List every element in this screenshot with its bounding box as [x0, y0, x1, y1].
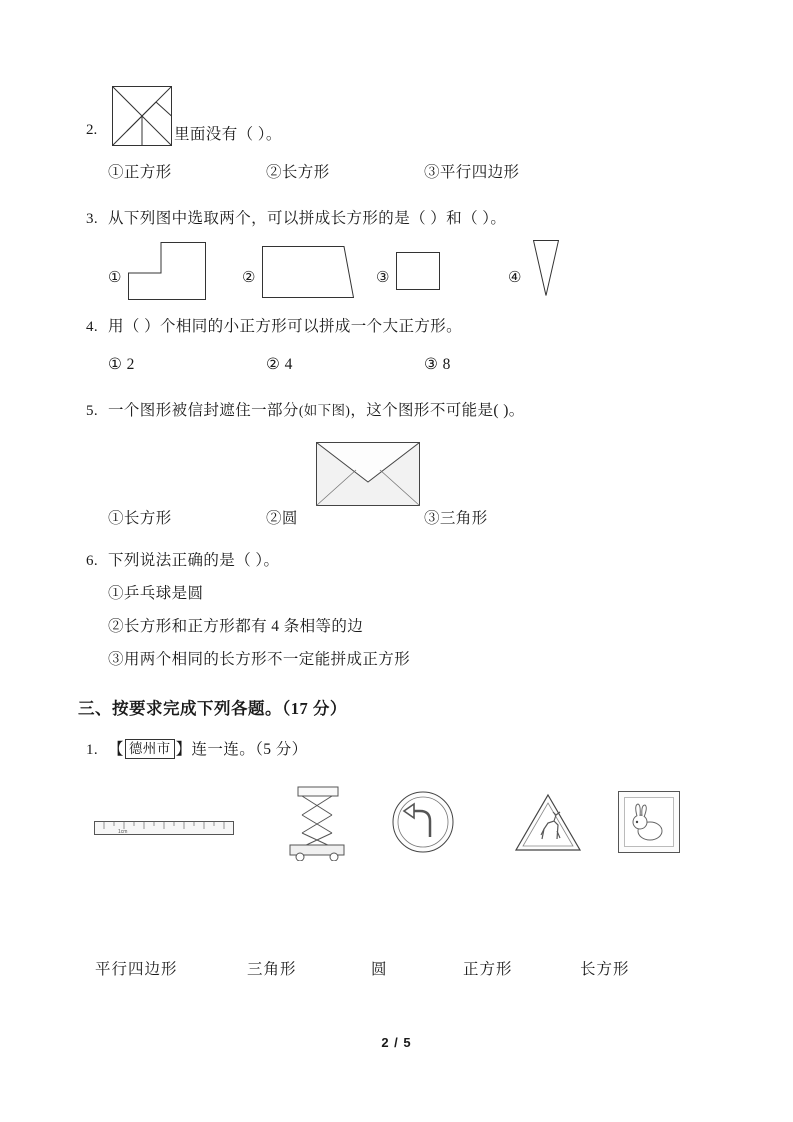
question-3-figure-label-2: ② — [242, 270, 256, 286]
bracket-close: 】 — [175, 741, 192, 758]
narrow-triangle-figure — [533, 240, 559, 296]
question-2 — [86, 86, 706, 148]
rabbit-picture-icon — [618, 791, 680, 853]
question-4-option-2: ② 4 — [266, 356, 293, 373]
task-1-instruction: 连一连。 — [191, 741, 256, 758]
trapezoid-figure — [262, 246, 354, 298]
question-3-figure-label-3: ③ — [376, 270, 390, 286]
square-figure — [396, 252, 440, 290]
word-circle: 圆 — [371, 961, 388, 978]
question-4-option-3: ③ 8 — [424, 356, 451, 373]
question-3-figures — [108, 236, 706, 306]
section-3-points: （17 分） — [282, 699, 347, 718]
ruler-icon — [94, 815, 234, 841]
question-3-figure-label-1: ① — [108, 270, 122, 286]
l-shape-figure — [128, 242, 206, 300]
question-5-text-part2: ，这个图形不可能是( )。 — [350, 402, 525, 419]
task-1-text — [108, 737, 706, 763]
question-2-text: 里面没有（ ）。 — [174, 126, 282, 143]
page-number: 2 / 5 — [381, 1035, 412, 1050]
bracket-open: 【 — [108, 741, 124, 758]
question-5-number: 5. — [86, 403, 99, 419]
svg-text:1cm: 1cm — [118, 829, 128, 835]
question-5-option-3: ③三角形 — [424, 510, 488, 527]
question-2-option-2: ②长方形 — [266, 164, 330, 181]
section-3-heading — [78, 695, 706, 719]
question-2-option-3: ③平行四边形 — [424, 164, 520, 181]
question-4-options — [108, 352, 706, 378]
question-6 — [86, 548, 706, 574]
question-2-options — [108, 160, 706, 186]
match-words-row — [86, 957, 706, 987]
question-4-text: 用（ ）个相同的小正方形可以拼成一个大正方形。 — [108, 318, 463, 335]
page-content — [78, 86, 706, 987]
question-2-option-1: ①正方形 — [108, 164, 172, 181]
task-1-number: 1. — [86, 742, 99, 758]
question-6-text: 下列说法正确的是（ ）。 — [108, 552, 280, 569]
deer-crossing-sign-icon — [514, 793, 582, 853]
question-5 — [86, 398, 706, 424]
word-square: 正方形 — [463, 961, 513, 978]
question-5-figure-row — [86, 424, 706, 502]
section-3-task-1 — [86, 737, 706, 763]
word-parallelogram: 平行四边形 — [95, 961, 178, 978]
question-5-text-paren: (如下图) — [298, 403, 351, 418]
question-6-number: 6. — [86, 553, 99, 569]
question-3-number: 3. — [86, 211, 99, 227]
section-3-title: 三、按要求完成下列各题。 — [78, 699, 282, 718]
task-1-points: （5 分） — [255, 741, 308, 758]
question-3 — [86, 206, 706, 232]
question-6-item-2: ②长方形和正方形都有 4 条相等的边 — [108, 618, 364, 635]
turn-left-sign-icon — [392, 791, 454, 853]
tangram-square-figure — [112, 86, 172, 146]
match-pictures-row — [86, 785, 706, 895]
word-rectangle: 长方形 — [580, 961, 630, 978]
question-3-figure-label-4: ④ — [508, 270, 522, 286]
question-6-item-3: ③用两个相同的长方形不一定能拼成正方形 — [108, 651, 411, 668]
question-5-options — [108, 506, 706, 532]
question-4-number: 4. — [86, 319, 99, 335]
question-5-option-2: ②圆 — [266, 510, 298, 527]
region-tag-dezhou: 德州市 — [125, 739, 175, 759]
question-3-text: 从下列图中选取两个，可以拼成长方形的是（ ）和（ ）。 — [108, 210, 507, 227]
envelope-icon — [316, 442, 420, 506]
question-4-option-1: ① 2 — [108, 356, 135, 373]
question-5-text — [108, 398, 706, 424]
question-4 — [86, 314, 706, 340]
question-5-text-part1: 一个图形被信封遮住一部分 — [108, 402, 299, 419]
question-2-number: 2. — [86, 122, 98, 138]
question-6-item-1: ①乒乓球是圆 — [108, 585, 204, 602]
scissor-lift-icon — [282, 785, 352, 861]
word-triangle: 三角形 — [247, 961, 297, 978]
question-5-option-1: ①长方形 — [108, 510, 172, 527]
